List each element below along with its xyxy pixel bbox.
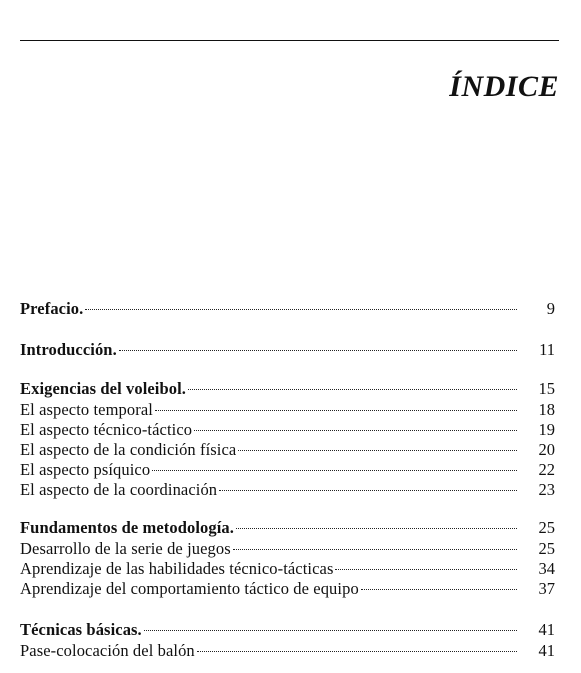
dot-leader [119, 350, 517, 351]
toc-subentry-comportamiento-tactico [20, 579, 555, 599]
toc-entry-fundamentos [20, 518, 555, 538]
dot-leader [236, 528, 517, 529]
toc-entry-label: Introducción. [20, 340, 117, 359]
toc-entry-page: 37 [538, 579, 555, 598]
toc-entry-label: Aprendizaje del comportamiento táctico de equipo [20, 579, 359, 598]
toc-entry-page: 9 [546, 299, 555, 318]
toc-entry-page: 25 [538, 518, 555, 537]
toc-entry-label: El aspecto temporal [20, 400, 153, 419]
toc-entry-label: El aspecto de la condición física [20, 440, 237, 459]
toc-entry-prefacio [20, 299, 555, 319]
toc-entry-label: Desarrollo de la serie de juegos [20, 539, 231, 558]
dot-leader [197, 651, 517, 652]
toc-entry-page: 41 [538, 620, 555, 639]
toc-entry-label: El aspecto de la coordinación [20, 480, 218, 499]
dot-leader [85, 309, 517, 310]
dot-leader [144, 630, 517, 631]
toc-entry-label: El aspecto técnico-táctico [20, 420, 193, 439]
dot-leader [233, 549, 517, 550]
toc-entry-label: Exigencias del voleibol. [20, 379, 187, 398]
toc-subentry-pase-colocacion [20, 641, 555, 661]
dot-leader [155, 410, 517, 411]
toc-entry-tecnicas-basicas [20, 620, 555, 640]
toc-subentry-serie-de-juegos [20, 539, 555, 559]
toc-entry-exigencias [20, 379, 555, 399]
toc-entry-label: Pase-colocación del balón [20, 641, 195, 660]
dot-leader [194, 430, 517, 431]
toc-entry-label: Aprendizaje de las habilidades técnico-tácticas [20, 559, 334, 578]
toc-entry-page: 22 [538, 460, 555, 479]
toc-entry-page: 11 [539, 340, 555, 359]
toc-entry-page: 41 [538, 641, 555, 660]
dot-leader [219, 490, 517, 491]
toc-subentry-aspecto-tecnico-tactico [20, 420, 555, 440]
toc-subentry-condicion-fisica [20, 440, 555, 460]
page-title: ÍNDICE [449, 70, 559, 103]
toc-entry-label: Técnicas básicas. [20, 620, 142, 639]
toc-entry-page: 18 [538, 400, 555, 419]
toc-entry-label: Prefacio. [20, 299, 84, 318]
toc-entry-page: 34 [538, 559, 555, 578]
toc-entry-page: 23 [538, 480, 555, 499]
toc-entry-page: 15 [538, 379, 555, 398]
toc-subentry-coordinacion [20, 480, 555, 500]
toc-entry-introduccion [20, 340, 555, 360]
toc-entry-page: 20 [538, 440, 555, 459]
toc-entry-page: 19 [538, 420, 555, 439]
toc-entry-page: 25 [538, 539, 555, 558]
toc-subentry-aspecto-temporal [20, 400, 555, 420]
dot-leader [238, 450, 517, 451]
toc-subentry-habilidades [20, 559, 555, 579]
toc-entry-label: Fundamentos de metodología. [20, 518, 235, 537]
toc-subentry-aspecto-psiquico [20, 460, 555, 480]
dot-leader [188, 389, 517, 390]
dot-leader [335, 569, 517, 570]
dot-leader [152, 470, 517, 471]
toc-entry-label: El aspecto psíquico [20, 460, 151, 479]
dot-leader [361, 589, 517, 590]
